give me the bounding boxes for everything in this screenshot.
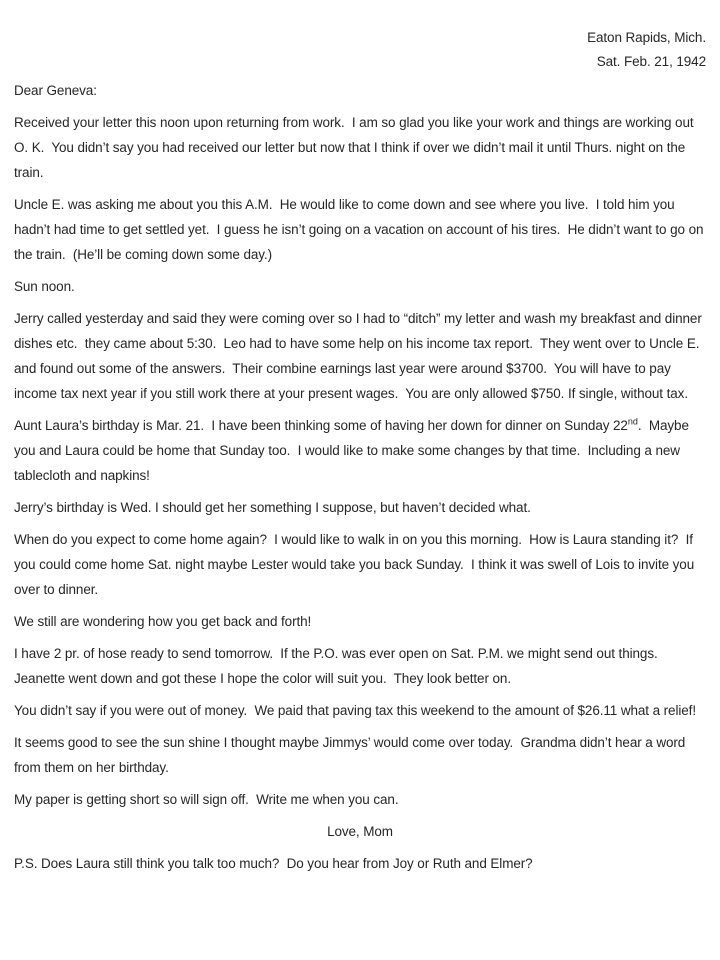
letter-paragraph xyxy=(14,413,706,488)
letter-paragraph: You didn’t say if you were out of money. We paid that paving tax this weekend to the amount of $26.11 what a relief! xyxy=(14,703,696,718)
closing-signature: Love, Mom xyxy=(327,824,393,839)
letter-paragraph: Sun noon. xyxy=(14,279,75,294)
letter-paragraph: Jerry called yesterday and said they were coming over so I had to “ditch” my letter and wash my breakfast and dinner dishes etc. they came about 5:30. Leo had to have some help on his income tax report. They went over to Uncle E. and found out some of the answers. Their combine earnings last year were around $3700. You will have to pay income tax next year if you still work there at your present wages. You are only allowed $750. If single, without tax. xyxy=(14,311,706,401)
paragraph-text: . Maybe you and Laura could be home that Sunday too. I would like to make some changes by that time. Including a new tablecloth and napkins! xyxy=(14,418,693,483)
place-line: Eaton Rapids, Mich. xyxy=(587,30,706,45)
ordinal-superscript: nd xyxy=(627,416,638,427)
letter-paragraph: It seems good to see the sun shine I thought maybe Jimmys’ would come over today. Grandma didn’t hear a word from them on her birthday. xyxy=(14,735,689,775)
letter-paragraph: When do you expect to come home again? I would like to walk in on you this morning. How is Laura standing it? If you could come home Sat. night maybe Lester would take you back Sunday. I think it was swell of Lois to invite you over to dinner. xyxy=(14,532,698,597)
paragraph-text: Aunt Laura’s birthday is Mar. 21. I have been thinking some of having her down for dinner on Sunday 22 xyxy=(14,418,628,433)
letter-paragraph: I have 2 pr. of hose ready to send tomorrow. If the P.O. was ever open on Sat. P.M. we might send out things. Jeanette went down and got these I hope the color will suit you. They look better on. xyxy=(14,646,665,686)
letter-paragraph: Received your letter this noon upon returning from work. I am so glad you like your work and things are working out O. K. You didn’t say you had received our letter but now that I think if over we didn’t mail it until Thurs. night on the train. xyxy=(14,115,698,180)
letter-header xyxy=(14,26,706,74)
postscript: P.S. Does Laura still think you talk too much? Do you hear from Joy or Ruth and Elmer? xyxy=(14,856,533,871)
letter-paragraph: My paper is getting short so will sign off. Write me when you can. xyxy=(14,792,399,807)
letter-paragraph: We still are wondering how you get back and forth! xyxy=(14,614,312,629)
date-line: Sat. Feb. 21, 1942 xyxy=(596,54,706,69)
salutation: Dear Geneva: xyxy=(14,83,97,98)
letter-paragraph: Uncle E. was asking me about you this A.M. He would like to come down and see where you live. I told him you hadn’t had time to get settled yet. I guess he isn’t going on a vacation on account of his tires. He didn’t want to go on the train. (He’ll be coming down some day.) xyxy=(14,197,708,262)
letter-paragraph: Jerry’s birthday is Wed. I should get her something I suppose, but haven’t decided what. xyxy=(14,500,531,515)
